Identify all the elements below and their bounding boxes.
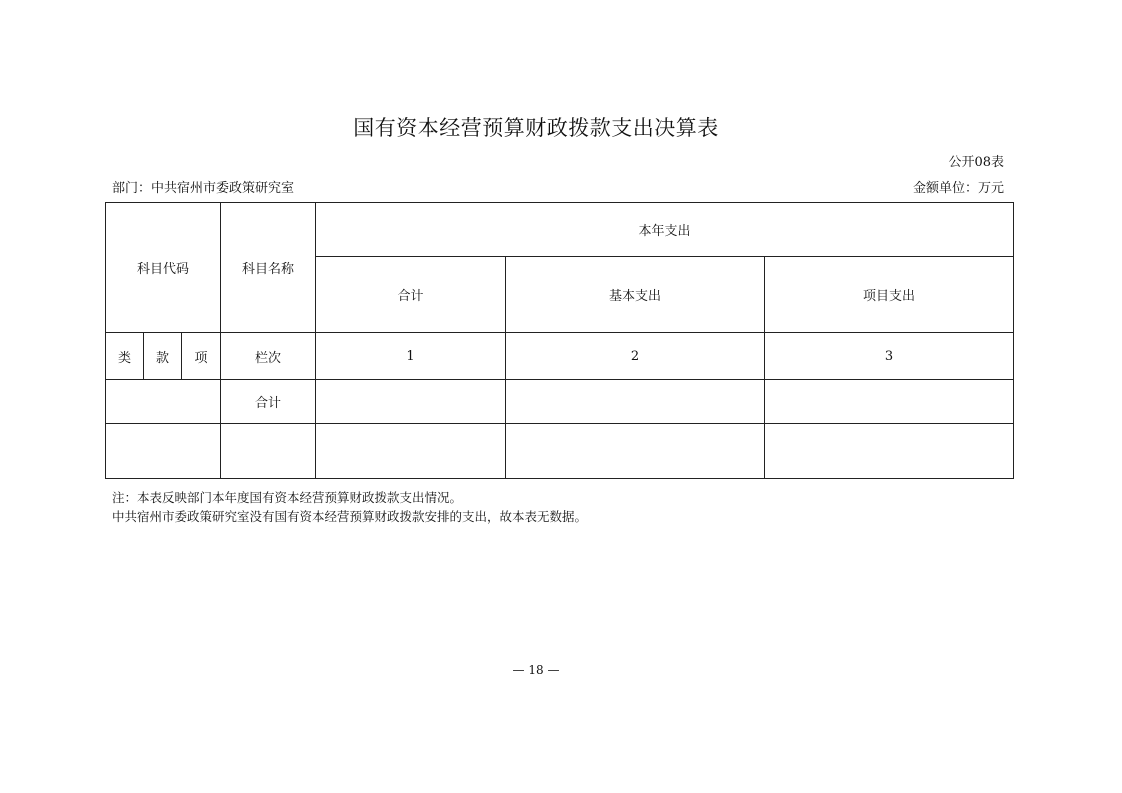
empty-row-basic xyxy=(506,424,765,479)
total-row-code xyxy=(106,380,221,424)
empty-row-code xyxy=(106,424,221,479)
header-subject-name: 科目名称 xyxy=(221,203,316,333)
header-project-expense: 项目支出 xyxy=(765,257,1014,333)
header-subject-code: 科目代码 xyxy=(106,203,221,333)
cell-item: 项 xyxy=(182,333,221,380)
empty-row-total xyxy=(316,424,506,479)
column-number-row xyxy=(106,333,1014,380)
empty-row-name xyxy=(221,424,316,479)
total-row-basic xyxy=(506,380,765,424)
total-row xyxy=(106,380,1014,424)
empty-row-project xyxy=(765,424,1014,479)
form-number: 公开08表 xyxy=(948,155,1004,170)
cell-col-3: 3 xyxy=(765,333,1014,380)
amount-unit-label: 金额单位：万元 xyxy=(912,181,1004,196)
cell-section: 款 xyxy=(144,333,182,380)
empty-row xyxy=(106,424,1014,479)
header-basic-expense: 基本支出 xyxy=(506,257,765,333)
department-label: 部门：中共宿州市委政策研究室 xyxy=(112,181,295,196)
cell-column-no: 栏次 xyxy=(221,333,316,380)
total-row-project xyxy=(765,380,1014,424)
document-title: 国有资本经营预算财政拨款支出决算表 xyxy=(353,116,719,140)
expenditure-table xyxy=(105,202,1014,479)
note-line-1: 注：本表反映部门本年度国有资本经营预算财政拨款支出情况。 xyxy=(112,490,463,505)
cell-class: 类 xyxy=(106,333,144,380)
page-number: — 18 — xyxy=(512,663,560,677)
cell-col-2: 2 xyxy=(506,333,765,380)
header-total: 合计 xyxy=(316,257,506,333)
cell-col-1: 1 xyxy=(316,333,506,380)
total-row-label: 合计 xyxy=(221,380,316,424)
note-line-2: 中共宿州市委政策研究室没有国有资本经营预算财政拨款安排的支出，故本表无数据。 xyxy=(112,509,588,524)
header-row-1 xyxy=(106,203,1014,257)
total-row-total xyxy=(316,380,506,424)
header-year-expense: 本年支出 xyxy=(316,203,1014,257)
